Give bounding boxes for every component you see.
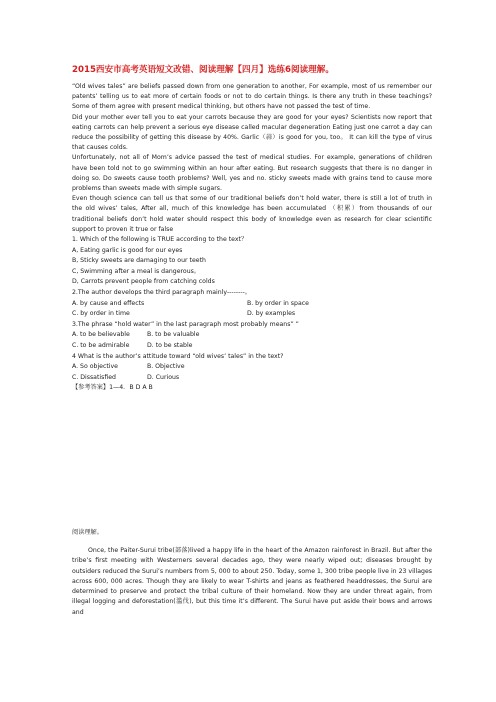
- passage-paragraph-1: “Old wives tales” are beliefs passed down from one generation to another, For example, most of us remember our patents’ telling us to eat more of certain foods or not to do certain things. Is there any truth in these teachings? Some of them agree with present medical thinking, but others have not passed the test of time.: [72, 83, 432, 111]
- reading-section-2: [72, 528, 432, 618]
- answer-key: 【参考答案】1—4．B D A B: [72, 384, 153, 392]
- section-2-paragraph: Once, the Paiter-Surui tribe(部落)lived a happy life in the heart of the Amazon rainforest in Brazil. But after the tribe’s first meeting with Westerners several decades ago, they were nearly wiped out; diseases brought by outsiders reduced the Surui’s numbers from 5, 000 to about 250. Today, some 1, 300 tribe people live in 23 villages across 600, 000 acres. Though they are likely to wear T-shirts and jeans as feathered headdresses, the Surui are determined to preserve and protect the tribal culture of their homeland. Now they are under threat again, from illegal logging and deforestation(滥伐), but this time it’s different. The Surui have put aside their bows and arrows and: [72, 547, 432, 616]
- question-2-options-row-1: [72, 299, 432, 310]
- question-2-options-row-2: [72, 309, 432, 320]
- question-4-options-row-2: [72, 373, 432, 384]
- question-4-option-d: D. Curious: [147, 373, 180, 381]
- question-1-option-c: C, Swimming after a meal is dangerous。: [72, 267, 201, 275]
- question-1-stem: 1. Which of the following is TRUE according to the text？: [72, 236, 248, 244]
- question-3-option-c: C. to be admirable: [72, 341, 130, 349]
- question-2-stem: 2.The author develops the third paragraph mainly--------。: [72, 289, 251, 297]
- question-1-option-b: B, Sticky sweets are damaging to our teeth: [72, 257, 206, 265]
- question-3-stem: 3.The phrase “hold water” in the last paragraph most probably means” ”: [72, 320, 299, 328]
- document-title: 2015西安市高考英语短文改错、阅读理解【四月】选练6阅读理解。: [72, 65, 334, 75]
- question-2-option-a: A. by cause and effects: [72, 299, 145, 307]
- question-4-options-row-1: [72, 362, 432, 373]
- question-3-option-a: A. to be believable: [72, 331, 130, 339]
- question-3-options-row-1: [72, 330, 432, 341]
- question-1-option-a: A, Eating garlic is good for our eyes: [72, 246, 183, 254]
- question-4-option-c: C. Dissatisfied: [72, 373, 116, 381]
- question-4-stem: 4 What is the author’s attitude toward “old wives’ tales” in the text?: [72, 352, 284, 360]
- question-4-option-b: B. Objective: [147, 363, 185, 371]
- passage-paragraph-4: Even though science can tell us that some of our traditional beliefs don’t hold water, there is still a lot of truth in the old wives’ tales, After all, much of this knowledge has been accumulated （积累）from thousands of our traditional beliefs don’t hold water should respect this body of knowledge even as research for clear scientific support to proven it true or false: [72, 195, 432, 233]
- passage-paragraph-2: Did your mother ever tell you to eat your carrots because they are good for your eyes? Scientists now report that eating carrots can help prevent a serious eye disease called macular degeneration Eating just one carrot a day can reduce the possibility of getting this disease by 40%. Garlic（蒜）is good for you, too。 It can kill the type of virus that causes colds.: [72, 113, 432, 152]
- question-2-option-c: C. by order in time: [72, 310, 130, 318]
- question-2-option-d: D. by examples: [247, 310, 296, 318]
- question-3-option-b: B. to be valuable: [147, 331, 200, 339]
- document-page: [72, 64, 432, 394]
- question-3-option-d: D. to be stable: [147, 341, 193, 349]
- question-1-option-d: D, Carrots prevent people from catching colds: [72, 278, 215, 286]
- section-2-heading: 阅读理解。: [72, 529, 103, 536]
- passage-paragraph-3: Unfortunately, not all of Mom’s advice passed the test of medical studies. For example, generations of children have been told not to go swimming within an hour after eating. But research suggests that there is no danger in doing so. Do sweets cause tooth problems? Well, yes and no. sticky sweets made with grains tend to cause more problems than sweets made with simple sugars.: [72, 154, 432, 193]
- question-3-options-row-2: [72, 341, 432, 352]
- question-2-option-b: B. by order in space: [247, 299, 309, 307]
- question-4-option-a: A. So objective: [72, 363, 118, 371]
